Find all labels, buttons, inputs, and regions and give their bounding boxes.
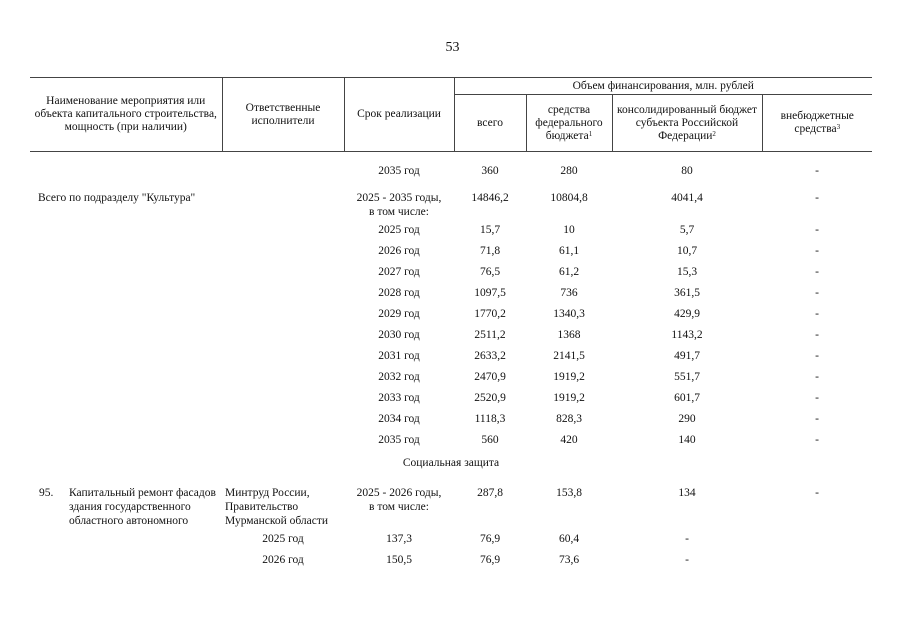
offbudget-cell: - xyxy=(685,553,689,566)
offbudget-cell: - xyxy=(815,370,819,383)
total-cell: 560 xyxy=(481,433,499,446)
offbudget-cell: - xyxy=(815,244,819,257)
table-row xyxy=(30,429,872,450)
empty-cell xyxy=(30,240,222,261)
federal-cell: 61,2 xyxy=(558,265,580,278)
table-row xyxy=(30,160,872,181)
empty-cell xyxy=(30,387,222,408)
total-cell: 14846,2 xyxy=(471,192,509,204)
regional-cell: 601,7 xyxy=(674,391,700,404)
federal-cell: 736 xyxy=(560,286,578,299)
total-cell: 2511,2 xyxy=(474,328,506,341)
total-cell: 360 xyxy=(481,164,499,177)
culture-total-name: Всего по подразделу "Культура" xyxy=(38,192,196,204)
federal-cell: 2141,5 xyxy=(553,349,585,362)
table-row xyxy=(30,261,872,282)
empty-cell xyxy=(30,366,222,387)
period-cell: 2025 год xyxy=(262,532,304,545)
total-cell: 71,8 xyxy=(479,244,501,257)
regional-cell: 5,7 xyxy=(679,223,695,236)
period-cell: 2027 год xyxy=(378,265,420,278)
empty-cell xyxy=(222,345,344,366)
period-cell: 2031 год xyxy=(378,349,420,362)
period-cell: 2026 год xyxy=(378,244,420,257)
regional-cell: 551,7 xyxy=(674,370,700,383)
period-cell: 2028 год xyxy=(378,286,420,299)
header-regional: консолидированный бюджет субъекта Российской Федерации$^2$ xyxy=(612,95,762,152)
regional-cell: 491,7 xyxy=(674,349,700,362)
offbudget-cell: - xyxy=(815,307,819,320)
header-total: всего xyxy=(454,95,526,152)
empty-cell xyxy=(30,429,222,450)
regional-cell: 10,7 xyxy=(676,244,698,257)
empty-cell xyxy=(222,387,344,408)
empty-cell xyxy=(222,429,344,450)
empty-cell xyxy=(30,408,222,429)
empty-cell xyxy=(30,261,222,282)
federal-cell: 10 xyxy=(563,223,575,236)
table-row xyxy=(30,345,872,366)
period-cell: 2035 год xyxy=(378,164,420,177)
offbudget-cell: - xyxy=(815,412,819,425)
period-cell: 2029 год xyxy=(378,307,420,320)
item-number: 95. xyxy=(39,487,54,499)
header-offbudget: внебюджетные средства$^3$ xyxy=(762,95,872,152)
empty-cell xyxy=(30,219,222,240)
header-name: Наименование мероприятия или объекта капитального строительства, мощность (при наличии) xyxy=(30,78,222,152)
financing-table-container xyxy=(30,77,872,570)
total-cell: 137,3 xyxy=(386,532,412,545)
regional-cell: 361,5 xyxy=(674,286,700,299)
regional-cell: 1143,2 xyxy=(671,328,703,341)
period-cell: 2026 год xyxy=(262,553,304,566)
total-cell: 1770,2 xyxy=(474,307,506,320)
empty-cell xyxy=(30,324,222,345)
total-cell: 2520,9 xyxy=(474,391,506,404)
table-row xyxy=(30,366,872,387)
item-95-name-cell xyxy=(30,476,222,528)
federal-cell: 1919,2 xyxy=(553,391,585,404)
table-header xyxy=(30,78,872,152)
table-row xyxy=(30,549,872,570)
page-number: 53 xyxy=(445,40,460,55)
period-cell: 2034 год xyxy=(378,412,420,425)
offbudget-cell: - xyxy=(815,265,819,278)
regional-cell: 15,3 xyxy=(676,265,698,278)
empty-cell xyxy=(30,528,222,549)
total-cell: 1097,5 xyxy=(474,286,506,299)
federal-cell: 828,3 xyxy=(556,412,582,425)
offbudget-cell: - xyxy=(815,192,819,204)
total-cell: 150,5 xyxy=(386,553,412,566)
item-95-responsible: Минтруд России, Правительство Мурманской области xyxy=(225,487,329,527)
regional-cell: 4041,4 xyxy=(671,192,703,204)
empty-cell xyxy=(222,282,344,303)
total-cell: 287,8 xyxy=(477,487,503,499)
header-financing: Объем финансирования, млн. рублей xyxy=(454,78,872,95)
federal-cell: 1919,2 xyxy=(553,370,585,383)
table-row xyxy=(30,282,872,303)
table-row xyxy=(30,219,872,240)
culture-year-rows xyxy=(30,219,872,450)
section-social-title: Социальная защита xyxy=(402,457,500,469)
regional-cell: 60,4 xyxy=(558,532,580,545)
federal-cell: 153,8 xyxy=(556,487,582,499)
regional-cell: 80 xyxy=(681,164,693,177)
offbudget-cell: - xyxy=(815,349,819,362)
header-period: Срок реализации xyxy=(344,78,454,152)
federal-cell: 61,1 xyxy=(558,244,580,257)
item-95-year-rows xyxy=(30,528,872,570)
table-row xyxy=(30,387,872,408)
empty-cell xyxy=(30,549,222,570)
table-row xyxy=(30,303,872,324)
federal-cell: 1368 xyxy=(557,328,581,341)
item-95-row xyxy=(30,476,872,528)
federal-cell: 10804,8 xyxy=(550,192,588,204)
offbudget-cell: - xyxy=(685,532,689,545)
offbudget-cell: - xyxy=(815,286,819,299)
federal-cell: 280 xyxy=(560,164,578,177)
regional-cell: 73,6 xyxy=(558,553,580,566)
table-row xyxy=(30,528,872,549)
table-row xyxy=(30,324,872,345)
period-cell: 2025 год xyxy=(378,223,420,236)
period-cell: 2033 год xyxy=(378,391,420,404)
total-cell: 1118,3 xyxy=(474,412,506,425)
table-row xyxy=(30,408,872,429)
financing-table xyxy=(30,77,872,570)
total-cell: 2633,2 xyxy=(474,349,506,362)
empty-cell xyxy=(222,303,344,324)
empty-cell xyxy=(222,240,344,261)
period-cell: 2035 год xyxy=(378,433,420,446)
regional-cell: 140 xyxy=(678,433,696,446)
federal-cell: 76,9 xyxy=(479,553,501,566)
empty-cell xyxy=(30,345,222,366)
offbudget-cell: - xyxy=(815,487,819,499)
header-federal: средства федерального бюджета$^1$ xyxy=(526,95,612,152)
offbudget-cell: - xyxy=(815,328,819,341)
regional-cell: 290 xyxy=(678,412,696,425)
section-title-row xyxy=(30,450,872,476)
item-name: Капитальный ремонт фасадов здания государственного областного автономного xyxy=(69,487,216,527)
empty-cell xyxy=(30,282,222,303)
empty-cell xyxy=(222,261,344,282)
period-cell: 2025 - 2035 годы, в том числе: xyxy=(356,192,442,218)
total-cell: 15,7 xyxy=(479,223,501,236)
regional-cell: 429,9 xyxy=(674,307,700,320)
offbudget-cell: - xyxy=(815,433,819,446)
empty-cell xyxy=(222,408,344,429)
empty-cell xyxy=(222,324,344,345)
empty-cell xyxy=(30,303,222,324)
total-cell: 2470,9 xyxy=(474,370,506,383)
empty-cell xyxy=(222,219,344,240)
table-row xyxy=(30,240,872,261)
offbudget-cell: - xyxy=(815,223,819,236)
period-cell: 2032 год xyxy=(378,370,420,383)
regional-cell: 134 xyxy=(678,487,696,499)
header-responsible: Ответственные исполнители xyxy=(222,78,344,152)
federal-cell: 1340,3 xyxy=(553,307,585,320)
period-cell: 2025 - 2026 годы, в том числе: xyxy=(356,487,442,513)
offbudget-cell: - xyxy=(815,164,819,177)
culture-total-row xyxy=(30,181,872,219)
period-cell: 2030 год xyxy=(378,328,420,341)
empty-cell xyxy=(222,366,344,387)
federal-cell: 76,9 xyxy=(479,532,501,545)
offbudget-cell: - xyxy=(815,391,819,404)
federal-cell: 420 xyxy=(560,433,578,446)
total-cell: 76,5 xyxy=(479,265,501,278)
